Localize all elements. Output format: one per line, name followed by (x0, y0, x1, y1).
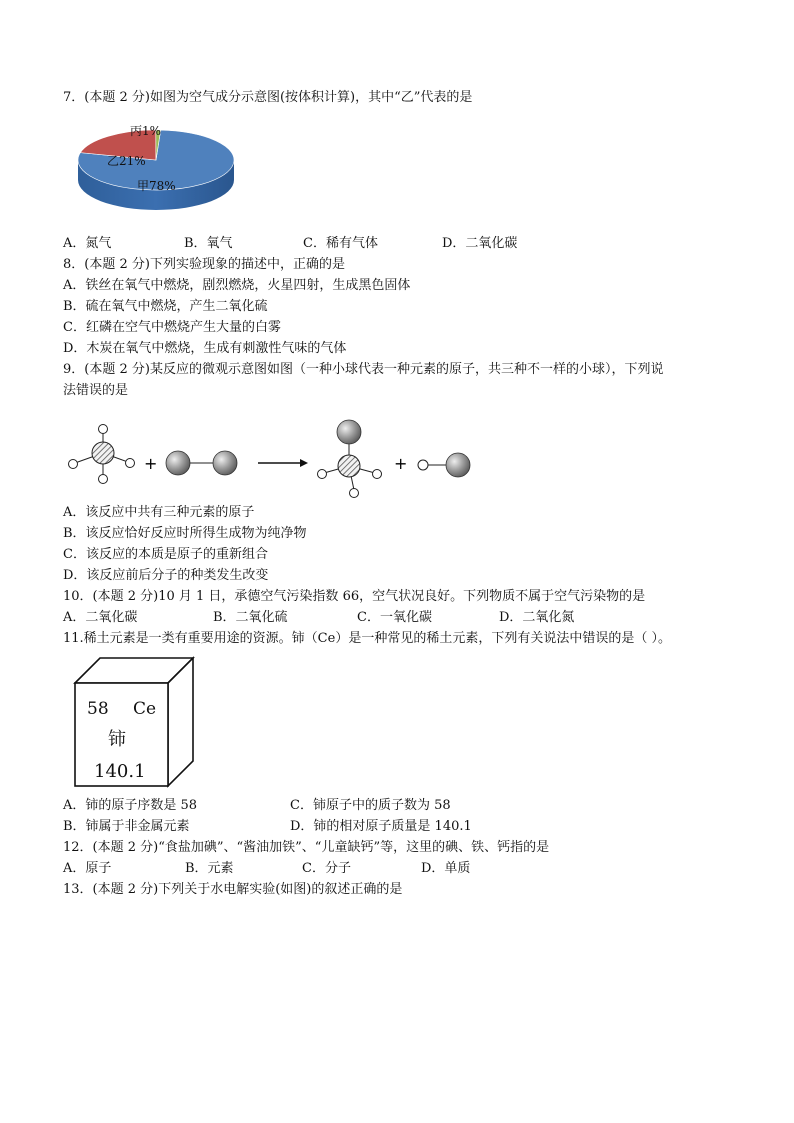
element-name: 铈 (108, 729, 126, 750)
q8-option-d[interactable]: D．木炭在氧气中燃烧，生成有刺激性气味的气体 (63, 341, 347, 356)
q12-option-d[interactable]: D．单质 (421, 861, 471, 876)
element-symbol: Ce (133, 699, 157, 719)
q7-option-c[interactable]: C．稀有气体 (303, 236, 378, 251)
q11-option-b[interactable]: B．铈属于非金属元素 (63, 819, 190, 834)
element-atomic-number: 58 (87, 699, 109, 719)
q9-option-b[interactable]: B．该反应恰好反应时所得生成物为纯净物 (63, 526, 307, 541)
q7-option-d[interactable]: D．二氧化碳 (442, 236, 518, 251)
q11-option-d[interactable]: D．铈的相对原子质量是 140.1 (290, 819, 472, 834)
element-atomic-mass: 140.1 (94, 761, 146, 782)
q11-option-a[interactable]: A．铈的原子序数是 58 (63, 798, 198, 813)
q9-stem-line1: 9．(本题 2 分)某反应的微观示意图如图（一种小球代表一种元素的原子，共三种不一样的小球），下列说 (63, 362, 664, 377)
q10-stem: 10．(本题 2 分)10 月 1 日，承德空气污染指数 66，空气状况良好。下列物质不属于空气污染物的是 (63, 589, 646, 604)
q7-stem: 7．(本题 2 分)如图为空气成分示意图(按体积计算)，其中“乙”代表的是 (63, 90, 473, 105)
q7-option-a[interactable]: A．氮气 (63, 236, 112, 251)
q12-option-a[interactable]: A．原子 (63, 861, 112, 876)
pie-label-yi: 乙21% (107, 154, 146, 168)
pie-label-bing: 丙1% (130, 124, 162, 138)
q8-option-a[interactable]: A．铁丝在氧气中燃烧，剧烈燃烧，火星四射，生成黑色固体 (63, 278, 411, 293)
q10-option-c[interactable]: C．一氧化碳 (357, 610, 432, 625)
q8-stem: 8．(本题 2 分)下列实验现象的描述中，正确的是 (63, 257, 345, 272)
q9-option-a[interactable]: A．该反应中共有三种元素的原子 (63, 505, 255, 520)
product-molecule-2 (418, 453, 470, 477)
q11-option-c[interactable]: C．铈原子中的质子数为 58 (290, 798, 451, 813)
q7-option-b[interactable]: B．氧气 (184, 236, 233, 251)
q10-option-b[interactable]: B．二氧化硫 (213, 610, 288, 625)
q13-stem: 13．(本题 2 分)下列关于水电解实验(如图)的叙述正确的是 (63, 882, 403, 897)
reactant-molecule-1 (69, 425, 135, 484)
reactant-molecule-2 (166, 451, 237, 475)
q12-option-c[interactable]: C．分子 (302, 861, 351, 876)
q10-option-a[interactable]: A．二氧化碳 (63, 610, 138, 625)
element-cube-cerium (72, 655, 202, 790)
q11-stem: 11.稀土元素是一类有重要用途的资源。铈（Ce）是一种常见的稀土元素，下列有关说法中错误的是（ ）。 (63, 631, 671, 646)
plus-sign-1: + (144, 454, 158, 473)
q12-option-b[interactable]: B．元素 (185, 861, 234, 876)
q9-stem-line2: 法错误的是 (63, 383, 129, 398)
q10-option-d[interactable]: D．二氧化氮 (499, 610, 575, 625)
air-composition-pie-chart (75, 118, 275, 228)
q8-option-b[interactable]: B．硫在氧气中燃烧，产生二氧化硫 (63, 299, 268, 314)
q9-option-d[interactable]: D．该反应前后分子的种类发生改变 (63, 568, 269, 583)
q8-option-c[interactable]: C．红磷在空气中燃烧产生大量的白雾 (63, 320, 281, 335)
q9-option-c[interactable]: C．该反应的本质是原子的重新组合 (63, 547, 268, 562)
product-molecule-1 (318, 420, 382, 498)
plus-sign-2: + (394, 454, 408, 473)
pie-label-jia: 甲78% (137, 179, 176, 193)
q12-stem: 12．(本题 2 分)“食盐加碘”、“酱油加铁”、“儿童缺钙”等，这里的碘、铁、钙指的是 (63, 840, 550, 855)
reaction-arrow (258, 459, 308, 467)
reaction-diagram (60, 412, 480, 507)
